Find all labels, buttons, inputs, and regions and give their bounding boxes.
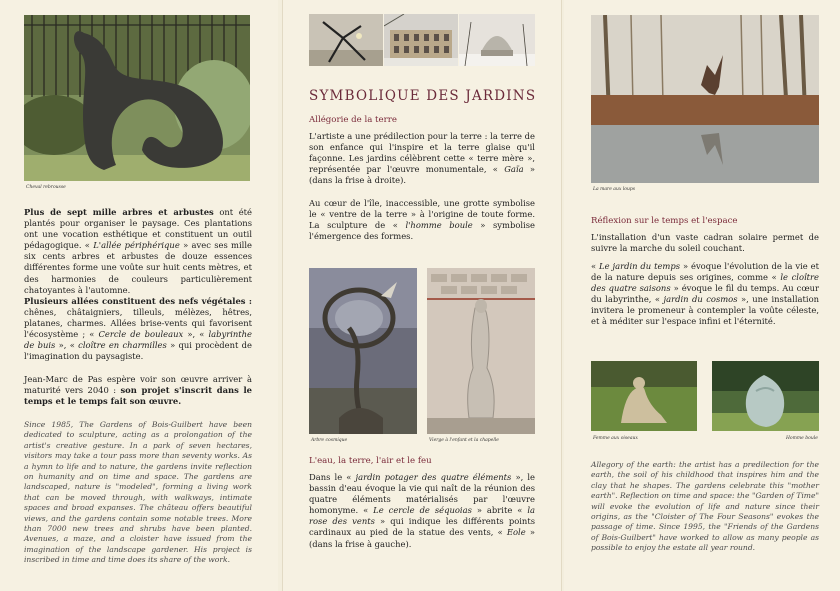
text-emphasis: Le jardin du temps	[599, 261, 681, 271]
text: L'artiste a une prédilection pour la terre : la terre de son enfance qui l'inspire et la terre glaise qu'il façonne. Les jardins célèbrent cette « terre mère », représentée par l'œuvre monumentale, «	[309, 131, 535, 175]
text: », une installation invitera le promeneur à contempler la voûte céleste, et à méditer sur l'espace infini et l'éternité.	[591, 294, 820, 327]
photo-caption: La mare aux loups	[593, 187, 636, 192]
text: » abrite «	[471, 505, 528, 516]
text-bold: son projet s'inscrit dans le temps et le temps fait son œuvre.	[24, 385, 252, 407]
text-emphasis: Eole	[506, 527, 526, 538]
photo-cosmic-tree	[309, 268, 417, 434]
text: ont été plantés pour organiser le paysage. Ces plantations ont une vocation esthétique et constituent un outil pédagogique. «	[24, 207, 252, 251]
column-right	[564, 0, 840, 591]
photo-caption: Homme boule	[786, 436, 818, 441]
text: » (dans la frise à droite).	[309, 164, 535, 186]
english-summary: Since 1985, The Gardens of Bois-Guilbert have been dedicated to sculpture, acting as a prolongation of the artist's creative gesture. In a park of seven hectares, visitors may take a tour pass more than seventy works. As a hymn to life and to nature, the gardens invite reflection on humanity and on time and space. The gardens are landscaped, nature is "modeled", forming a living work that can be moved through, with walkways, intimate spaces and broad expanses. The château offers beautiful views, and the gardens contain some notable trees. More than 7000 new trees and shrubs have been planted. Avenues, a maze, and a cloister have issued from the imagination of the landscape gardener. His project is inscribed in time and time does its share of the work.	[24, 420, 252, 565]
text-emphasis: Gaïa	[504, 164, 524, 175]
paragraph-elements	[309, 472, 535, 550]
section-heading-time: Réflexion sur le temps et l'espace	[591, 216, 738, 226]
text: » (dans la frise à gauche).	[309, 527, 535, 549]
text: Dans le «	[309, 472, 356, 482]
photo-caption: Vierge à l'enfant et la chapelle	[429, 438, 499, 443]
section-heading-elements: L'eau, la terre, l'air et le feu	[309, 456, 432, 466]
text: chênes, châtaigniers, tilleuls, mélèzes, hêtres, platanes, charmes. Allées brise-vents qui favorisent l'écosystème ; «	[24, 307, 252, 340]
text: » évoque le fil du temps. Au cœur du labyrinthe, «	[591, 283, 820, 305]
photo-woman-birds	[591, 361, 697, 431]
text-emphasis: Le cercle de séquoias	[373, 505, 472, 516]
english-summary: Allegory of the earth: the artist has a predilection for the earth, the soil of his childhood that inspires him and the clay that he shapes. The gardens celebrate this "mother earth". Reflection on time and space: the "Garden of Time" will evoke the evolution of life and nature since their origins, as the "Cloister of The Four Seasons" evokes the passage of time. Since 1995, the "Friends of the Gardens of Bois-Guilbert" have worked to allow as many people as possible to enjoy the estate all year round.	[591, 460, 819, 553]
photo-wolf-pond	[591, 15, 819, 183]
paragraph-lead: Plus de sept mille arbres et arbustes	[24, 207, 214, 217]
text: », le bassin d'eau évoque la vie qui naît de la réunion des quatre éléments matérialisés par l'œuvre homonyme. «	[309, 472, 535, 516]
paragraph-sundial: L'installation d'un vaste cadran solaire permet de suivre la marche du soleil couchant.	[591, 232, 819, 254]
text: », «	[55, 340, 79, 351]
photo-horse-sculpture	[24, 15, 250, 181]
text-emphasis: L'allée périphérique	[93, 240, 180, 251]
text-emphasis: jardin potager des quatre éléments	[355, 472, 512, 482]
text: », «	[183, 329, 209, 340]
paragraph-alleys	[24, 296, 252, 363]
photo-virgin-chapel	[427, 268, 535, 434]
text-emphasis: l'homme boule	[405, 220, 473, 231]
photo-caption: Cheval rebrousse	[26, 185, 66, 190]
photo-frieze-chateau	[384, 14, 458, 66]
text-emphasis: cloître en charmilles	[78, 340, 167, 351]
text-emphasis: labyrinthe de buis	[24, 329, 252, 351]
section-heading-earth: Allégorie de la terre	[309, 115, 397, 125]
text: » qui indique les différents points cardinaux au pied de la statue des vents, «	[309, 516, 535, 538]
text: Jean-Marc de Pas espère voir son œuvre arriver à maturité vers 2040 :	[24, 374, 252, 396]
photo-frieze-sculpture	[309, 14, 383, 66]
paragraph-trees	[24, 207, 252, 296]
paragraph-time-garden	[591, 261, 819, 328]
paragraph-grotto	[309, 198, 535, 242]
text-emphasis: Cercle de bouleaux	[98, 329, 184, 340]
text-emphasis: jardin du cosmos	[663, 294, 738, 305]
text-emphasis: le cloître des quatre saisons	[591, 272, 820, 294]
text: » évoque l'évolution de la vie et de la nature depuis ses origines, comme «	[591, 261, 819, 283]
photo-caption: Arbre cosmique	[311, 438, 348, 443]
paragraph-maturity	[24, 374, 252, 407]
text: » qui procèdent de l'imagination du paysagiste.	[24, 340, 252, 362]
photo-caption: Femme aux oiseaux	[593, 436, 638, 441]
photo-ball-man	[712, 361, 819, 431]
text-emphasis: la rose des vents	[309, 505, 535, 527]
text: «	[591, 261, 600, 271]
text: » avec ses mille six cents arbres et arbustes de douze essences différentes forme une voûte sur huit cents mètres, et des harmonies de couleurs particulièrement chatoyantes à l'automne.	[24, 240, 252, 295]
column-left	[0, 0, 278, 591]
page-title: SYMBOLIQUE DES JARDINS	[309, 88, 537, 104]
photo-frieze-dome	[459, 14, 535, 66]
column-middle	[282, 0, 562, 591]
text: Au cœur de l'île, inaccessible, une grotte symbolise le « ventre de la terre » à l'origine de toute forme. La sculpture de «	[309, 198, 535, 231]
paragraph-lead: Plusieurs allées constituent des nefs végétales :	[24, 296, 252, 306]
text: » symbolise l'émergence des formes.	[309, 220, 535, 242]
paragraph-earth	[309, 131, 535, 186]
